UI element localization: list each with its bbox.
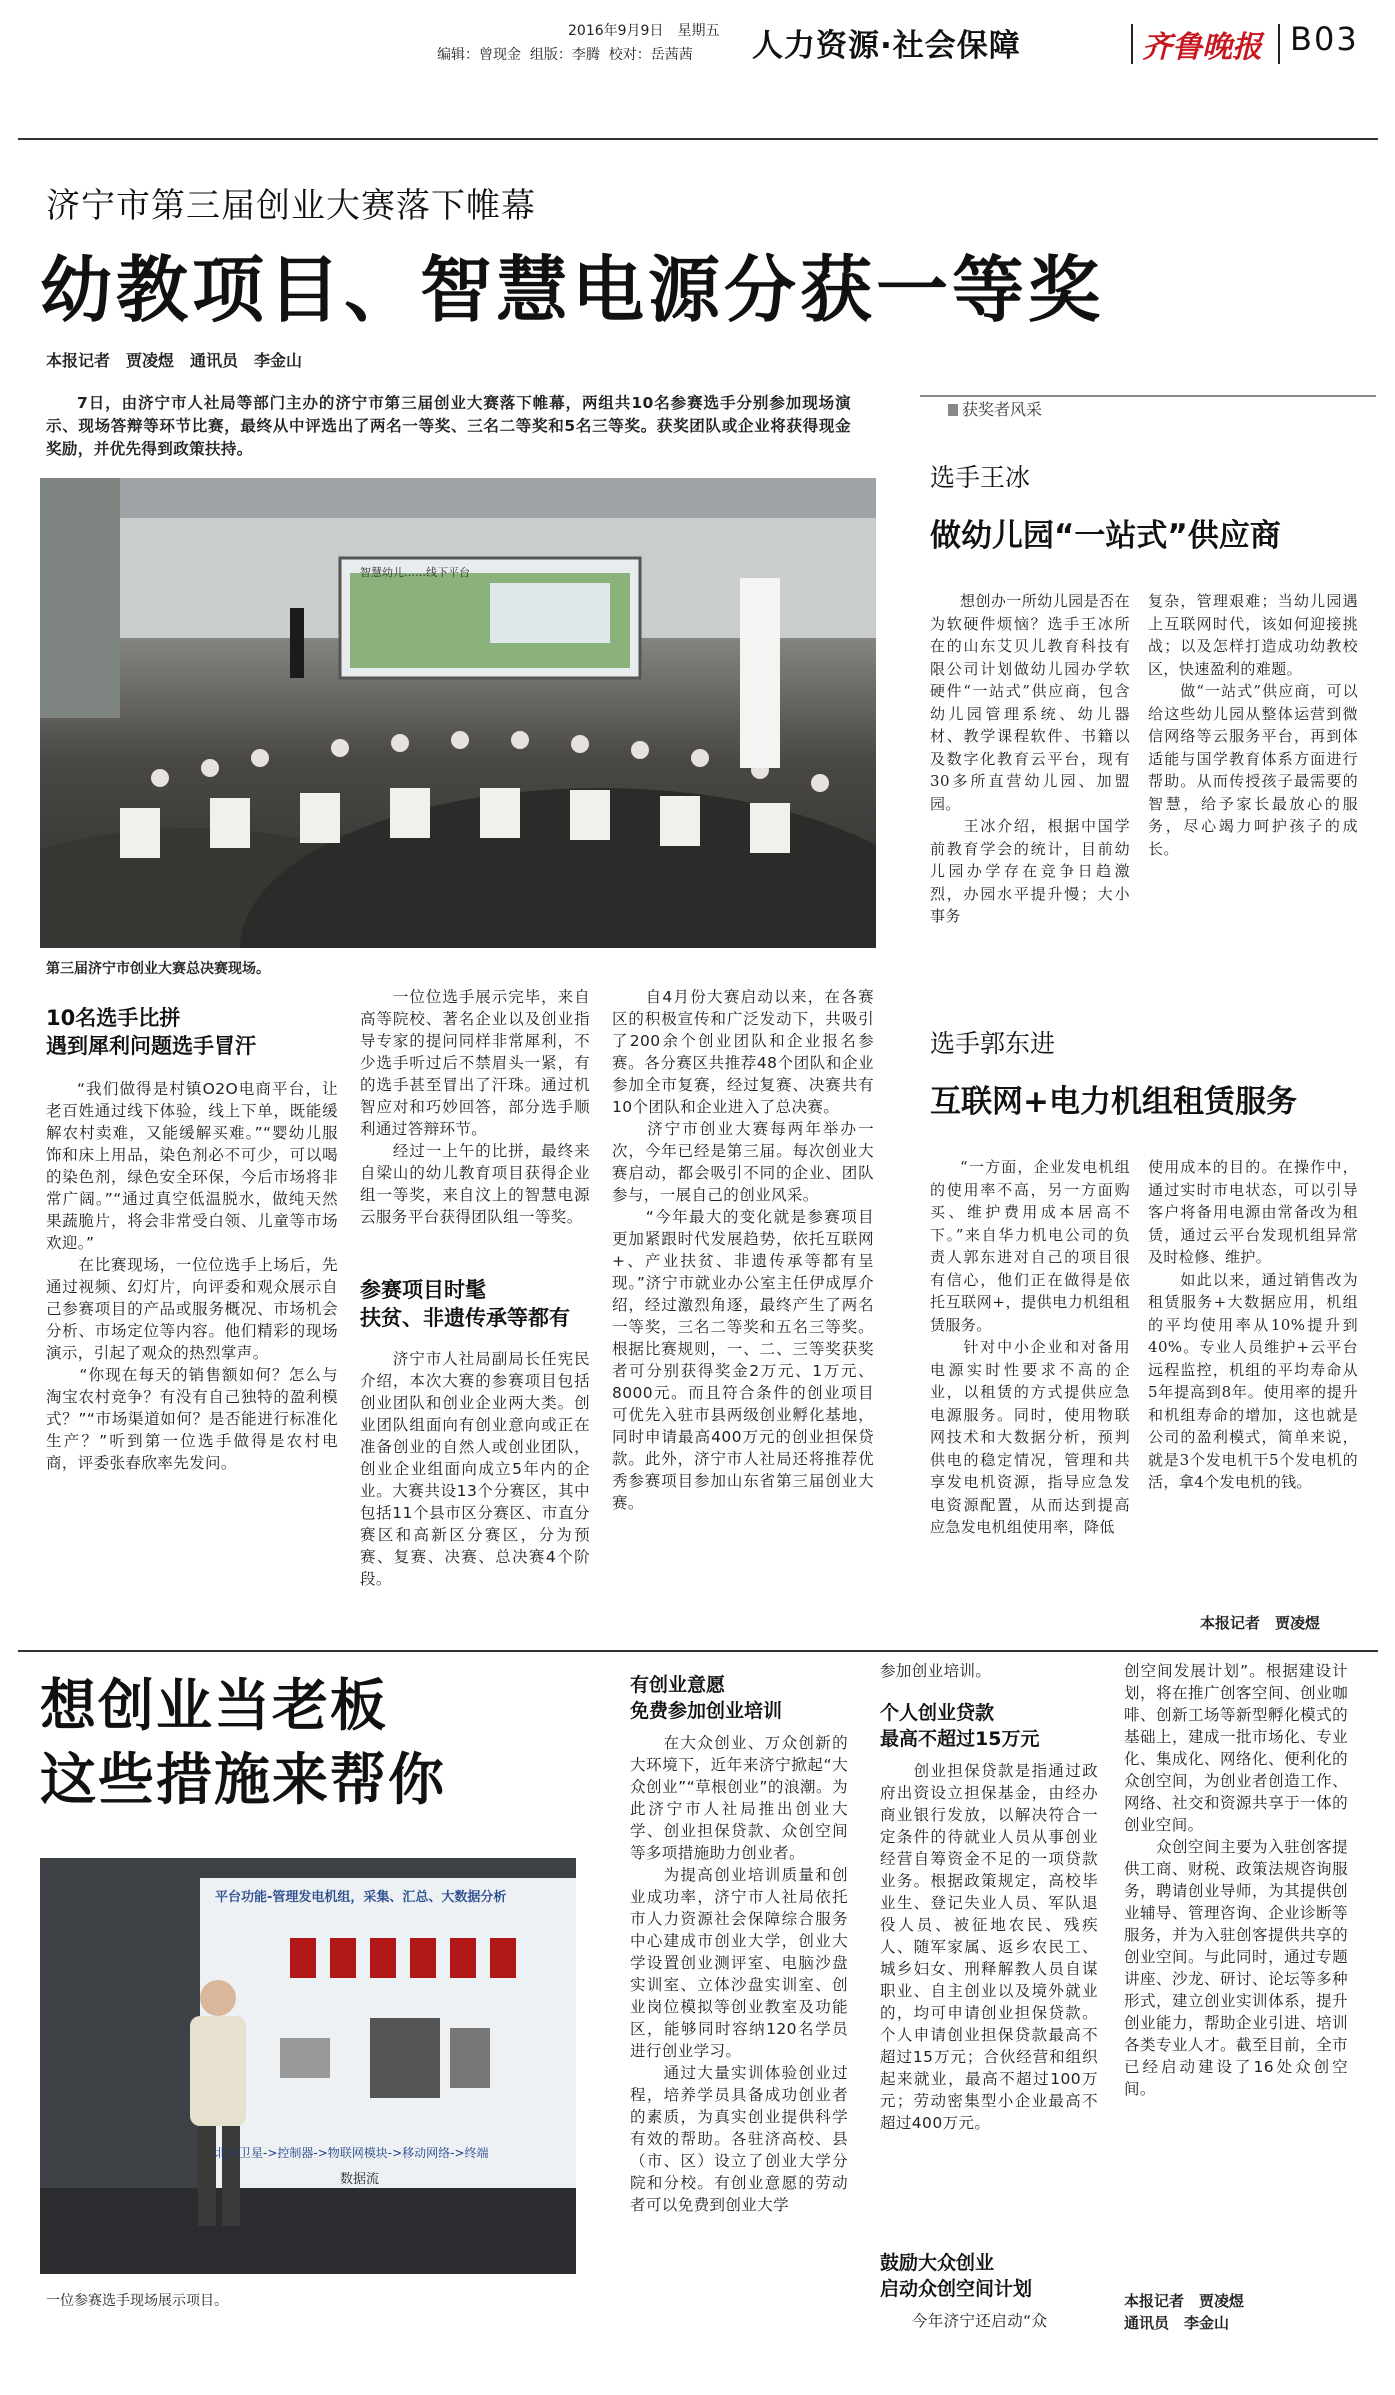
article2-subhead-1: 有创业意愿 免费参加创业培训 bbox=[630, 1674, 783, 1722]
slide-title: 平台功能-管理发电机组，采集、汇总、大数据分析 bbox=[215, 1890, 507, 1905]
article2-col1: 在大众创业、万众创新的大环境下，近年来济宁掀起“大众创业”“草根创业”的浪潮。为此济宁市人社局推出创业大学、创业担保贷款、众创空间等多项措施助力创业者。 为提高创业培训质量和创业成功率，济宁市人社局依托市人力资源社会保障综合服务中心建成市创业大学，创业大学设置创业测评室、电脑沙盘实训室、立体沙盘实训室、创业岗位模拟等创业教室及功能区，能够同时容纳120名学员进行创业学习。 通过大量实训体验创业过程，培养学员具备成功创业者的素质，为真实创业提供科学有效的帮助。各驻济高校、县（市、区）设立了创业大学分院和分校。有创业意愿的劳动者可以免费到创业大学 bbox=[630, 1734, 848, 2214]
header-rule bbox=[18, 138, 1378, 140]
header-editors: 编辑：曾现金 组版：李腾 校对：岳茜茜 bbox=[437, 47, 693, 63]
winners-box-label bbox=[920, 395, 1376, 423]
article1-col2a: 一位位选手展示完毕，来自高等院校、著名企业以及创业指导专家的提问同样非常犀利，不少选手听过后不禁眉头一紧，有的选手甚至冒出了汗珠。通过机智应对和巧妙回答，部分选手顺利通过答辩环节。 经过一上午的比拼，最终来自梁山的幼儿教育项目获得企业组一等奖，来自汶上的智慧电源云服务平台获得团队组一等奖。 bbox=[360, 988, 590, 1226]
weekday: 星期五 bbox=[677, 23, 720, 39]
article1-subhead-2: 参赛项目时髦 扶贫、非遗传承等都有 bbox=[360, 1278, 570, 1330]
presenter-photo bbox=[40, 1858, 576, 2274]
article1-subhead-1: 10名选手比拼 遇到犀利问题选手冒汗 bbox=[46, 1006, 256, 1058]
winners-box-icon bbox=[948, 404, 958, 416]
header-date bbox=[568, 20, 719, 40]
lead-intro: 7日，由济宁市人社局等部门主办的济宁市第三届创业大赛落下帷幕，两组共10名参赛选手分别参加现场演示、现场答辩等环节比赛，最终从中评选出了两名一等奖、三名二等奖和5名三等奖。获奖团队或企业将获得现金奖励，并优先得到政策扶持。 bbox=[46, 394, 851, 458]
header-divider-2 bbox=[1278, 24, 1280, 64]
article1-col3: 自4月份大赛启动以来，在各赛区的积极宣传和广泛发动下，共吸引了200余个创业团队和企业报名参赛。各分赛区共推荐48个团队和企业参加全市复赛，经过复赛、决赛共有10个团队和企业进入了总决赛。 济宁市创业大赛每两年举办一次，今年已经是第三届。每次创业大赛启动，都会吸引不同的企业、团队参与，一展自己的创业风采。 “今年最大的变化就是参赛项目更加紧跟时代发展趋势，依托互联网+、产业扶贫、非遗传承等都有呈现。”济宁市就业办公室主任伊成厚介绍，经过激烈角逐，最终产生了两名一等奖，三名二等奖和五名三等奖。根据比赛规则，一、二、三等奖获奖者可分别获得奖金2万元、1万元、8000元。而且符合条件的创业项目可优先入驻市县两级创业孵化基地，同时申请最高400万元的创业担保贷款。此外，济宁市人社局还将推荐优秀参赛项目参加山东省第三届创业大赛。 bbox=[612, 988, 874, 1512]
lead-headline: 幼教项目、智慧电源分获一等奖 bbox=[40, 248, 1105, 332]
winner1-kicker: 选手王冰 bbox=[930, 463, 1031, 492]
winner1-col2: 复杂，管理艰难；当幼儿园遇上互联网时代，该如何迎接挑战；以及怎样打造成功幼教校区，快速盈利的难题。 做“一站式”供应商，可以给这些幼儿园从整体运营到微信网络等云服务平台，再到体适能与国学教育体系方面进行帮助。从而传授孩子最需要的智慧，给予家长最放心的服务，尽心竭力呵护孩子的成长。 bbox=[1148, 592, 1358, 858]
contest-photo-caption: 第三届济宁市创业大赛总决赛现场。 bbox=[46, 961, 270, 977]
winner1-title: 做幼儿园“一站式”供应商 bbox=[930, 518, 1281, 554]
winner2-col1: “一方面，企业发电机组的使用率不高，另一方面购买、维护费用成本居高不下。”来自华力机电公司的负责人郭东进对自己的项目很有信心，他们正在做得是依托互联网+，提供电力机组租赁服务。 针对中小企业和对备用电源实时性要求不高的企业，以租赁的方式提供应急电源服务。同时，使用物联网技术和大数据分析，预判供电的稳定情况，管理和共享发电机资源，指导应急发电资源配置，从而达到提高应急发电机组使用率，降低 bbox=[930, 1158, 1130, 1536]
contest-photo bbox=[40, 478, 876, 948]
article1-col1: “我们做得是村镇O2O电商平台，让老百姓通过线下体验，线上下单，既能缓解农村卖难，又能缓解买难。”“婴幼儿服饰和床上用品，染色剂必不可少，可以喝的染色剂，绿色安全环保，今后市场将非常广阔。”“通过真空低温脱水，做纯天然果蔬脆片，将会非常受白领、儿童等市场欢迎。” 在比赛现场，一位位选手上场后，先通过视频、幻灯片，向评委和观众展示自己参赛项目的产品或服务概况、市场机会分析、市场定位等内容。他们精彩的现场演示，引起了观众的热烈掌声。 “你现在每天的销售额如何？怎么与淘宝农村竞争？有没有自己独特的盈利模式？”“市场渠道如何？是否能进行标准化生产？”听到第一位选手做得是农村电商，评委张春欣率先发问。 bbox=[46, 1080, 338, 1472]
article1-col2b: 济宁市人社局副局长任宪民介绍，本次大赛的参赛项目包括创业团队和创业企业两大类。创业团队组面向有创业意向或正在准备创业的自然人或创业团队，创业企业组面向成立5年内的企业。大赛共设13个分赛区，其中包括11个县市区分赛区、市直分赛区和高新区分赛区，分为预赛、复赛、决赛、总决赛4个阶段。 bbox=[360, 1350, 590, 1588]
article2-subhead-3: 鼓励大众创业 启动众创空间计划 bbox=[880, 2252, 1033, 2300]
presenter-photo-caption: 一位参赛选手现场展示项目。 bbox=[46, 2293, 228, 2309]
article2-col3: 创空间发展计划”。根据建设计划，将在推广创客空间、创业咖啡、创新工场等新型孵化模式的基础上，建成一批市场化、专业化、集成化、网络化、便利化的众创空间，为创业者创造工作、网络、社交和资源共享于一体的创业空间。 众创空间主要为入驻创客提供工商、财税、政策法规咨询服务，聘请创业导师，为其提供创业辅导、管理咨询、企业诊断等服务，并为入驻创客提供共享的创业空间。与此同时，通过专题讲座、沙龙、研讨、论坛等多种形式，建立创业实训体系，提升创业能力，帮助企业引进、培训各类专业人才。截至目前，全市已经启动建设了16处众创空间。 bbox=[1124, 1662, 1348, 2098]
article2-headline: 想创业当老板 这些措施来帮你 bbox=[40, 1674, 446, 1813]
section-title: 人力资源·社会保障 bbox=[752, 28, 1021, 64]
section-rule bbox=[18, 1650, 1378, 1652]
article2-byline: 本报记者 贾凌煜 通讯员 李金山 bbox=[1124, 2292, 1245, 2332]
article2-col2a: 参加创业培训。 bbox=[880, 1662, 992, 1680]
lead-byline: 本报记者 贾凌煜 通讯员 李金山 bbox=[46, 351, 303, 370]
paper-logo: 齐鲁晚报 bbox=[1142, 30, 1262, 65]
slide-flow: 北斗卫星->控制器->物联网模块->移动网络->终端 bbox=[215, 2146, 489, 2160]
article2-col2b: 创业担保贷款是指通过政府出资设立担保基金，由经办商业银行发放，以解决符合一定条件的待就业人员从事创业经营自筹资金不足的一项贷款业务。根据政策规定，高校毕业生、登记失业人员、军队退役人员、被征地农民、残疾人、随军家属、返乡农民工、城乡妇女、刑释解教人员自谋职业、自主创业以及境外就业的，均可申请创业担保贷款。个人申请创业担保贷款最高不超过15万元；合伙经营和组织起来就业，最高不超过100万元；劳动密集型小企业最高不超过400万元。 bbox=[880, 1762, 1098, 2132]
article2-subhead-2: 个人创业贷款 最高不超过15万元 bbox=[880, 1702, 1040, 1750]
winner2-kicker: 选手郭东进 bbox=[930, 1029, 1056, 1058]
winner1-col1: 想创办一所幼儿园是否在为软硬件烦恼？选手王冰所在的山东艾贝儿教育科技有限公司计划做幼儿园办学软硬件“一站式”供应商，包含幼儿园管理系统、幼儿器材、教学课程软件、书籍以及数字化教育云平台，现有30多所直营幼儿园、加盟园。 王冰介绍，根据中国学前教育学会的统计，目前幼儿园办学存在竞争日趋激烈，办园水平提升慢；大小事务 bbox=[930, 592, 1130, 925]
date: 2016年9月9日 bbox=[568, 23, 664, 39]
page-number: B03 bbox=[1290, 20, 1359, 58]
lead-kicker: 济宁市第三届创业大赛落下帷幕 bbox=[46, 186, 536, 226]
header-divider bbox=[1131, 24, 1133, 64]
winner2-col2: 使用成本的目的。在操作中，通过实时市电状态，可以引导客户将备用电源由常备改为租赁，通过云平台发现机组异常及时检修、维护。 如此以来，通过销售改为租赁服务+大数据应用，机组的平均使用率从10%提升到40%。专业人员维护+云平台远程监控，机组的平均寿命从5年提高到8年。使用率的提升和机组寿命的增加，这也就是公司的盈利模式，简单来说，就是3个发电机干5个发电机的活，拿4个发电机的钱。 bbox=[1148, 1158, 1358, 1491]
slide-label: 数据流 bbox=[340, 2172, 380, 2187]
article2-col2c: 今年济宁还启动“众 bbox=[880, 2312, 1048, 2330]
winner2-byline: 本报记者 贾凌煜 bbox=[1200, 1614, 1321, 1632]
winners-box-text: 获奖者风采 bbox=[962, 400, 1043, 419]
contest-screen-text: 智慧幼儿……线下平台 bbox=[360, 566, 470, 579]
contest-photo-art bbox=[40, 478, 876, 948]
winner2-title: 互联网+电力机组租赁服务 bbox=[930, 1084, 1297, 1120]
presenter-photo-art bbox=[40, 1858, 576, 2274]
